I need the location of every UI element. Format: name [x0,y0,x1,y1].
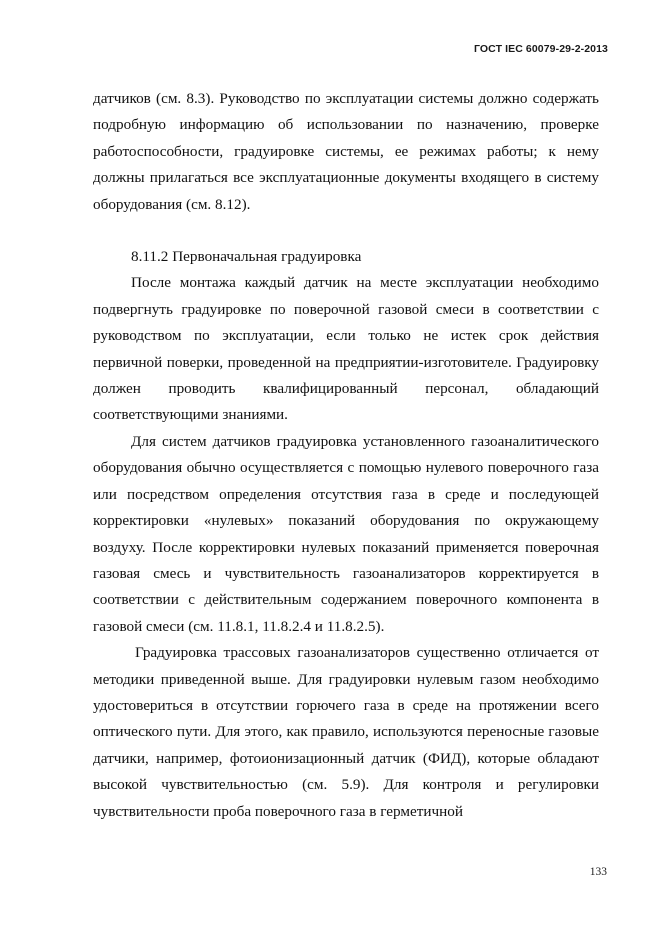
paragraph-initial-calibration: После монтажа каждый датчик на месте эксплуатации необходимо подвергнуть градуировке по поверочной газовой смеси в соответствии с руководством по эксплуатации, если только не истек срок действия первичной поверки, проведенной на предприятии-изготовителе. Градуировку должен проводить квалифицированный персонал, обладающий соответствующими знаниями. [93,274,599,424]
document-body [93,86,599,825]
standard-code-header: ГОСТ IEC 60079-29-2-2013 [473,43,608,55]
paragraph-open-path-calibration: Градуировка трассовых газоанализаторов существенно отличается от методики приведенной выше. Для градуировки нулевым газом необходимо удостовериться в отсутствии горючего газа в среде на протяжении всего оптического пути. Для этого, как правило, используются переносные газовые датчики, например, фотоионизационный датчик (ФИД), которые обладают высокой чувствительностью (см. 5.9). Для контроля и регулировки чувствительности проба поверочного газа в герметичной [93,644,599,820]
paragraph-sensor-systems-calibration: Для систем датчиков градуировка установленного газоаналитического оборудования обычно осуществляется с помощью нулевого поверочного газа или посредством определения отсутствия газа в среде и последующей корректировки «нулевых» показаний оборудования по окружающему воздуху. После корректировки нулевых показаний применяется поверочная газовая смесь и чувствительность газоанализаторов корректируется в соответствии с действительным содержанием поверочного компонента в газовой смеси (см. 11.8.1, 11.8.2.4 и 11.8.2.5). [93,432,599,635]
page-number: 133 [589,866,607,878]
paragraph-continuation: датчиков (см. 8.3). Руководство по эксплуатации системы должно содержать подробную информацию об использовании по назначению, проверке работоспособности, градуировке системы, ее режимах работы; к нему должны прилагаться все эксплуатационные документы входящего в систему оборудования (см. 8.12). [93,90,599,213]
section-heading: 8.11.2 Первоначальная градуировка [131,248,362,266]
